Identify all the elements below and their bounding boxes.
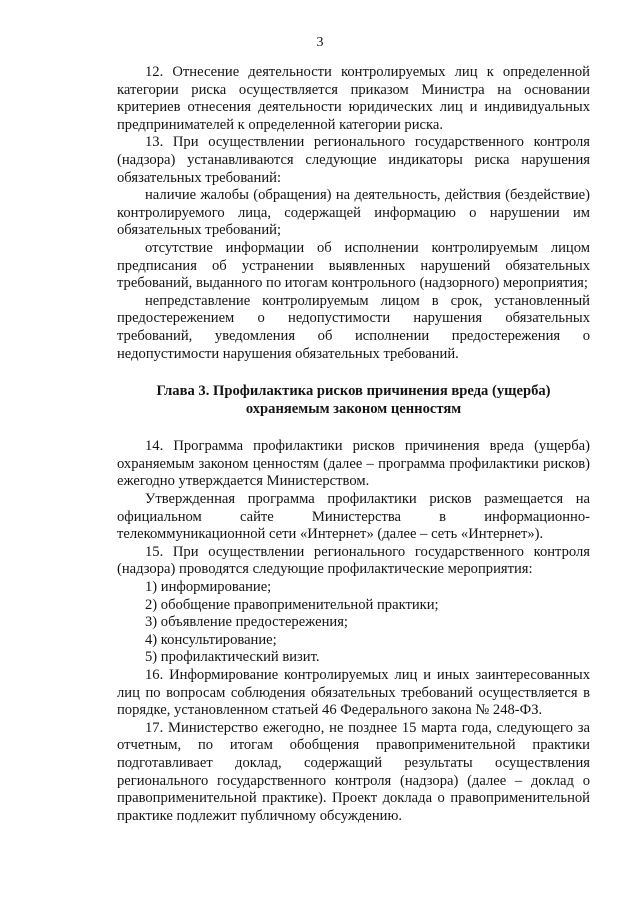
paragraph-program-publication: Утвержденная программа профилактики рисков размещается на официальном сайте Министерства в информационно-телекоммуникационной сети «Интернет» (далее – сеть «Интернет»).	[117, 491, 590, 543]
risk-indicator-order: отсутствие информации об исполнении контролируемым лицом предписания об устранении выявленных нарушений обязательных требований, выданного по итогам контрольного (надзорного) мероприятия;	[117, 239, 590, 292]
measure-1: 1) информирование;	[145, 579, 272, 596]
risk-indicator-complaint: наличие жалобы (обращения) на деятельность, действия (бездействие) контролируемого лица, содержащей информацию о нарушении им обязательных требований;	[117, 187, 590, 239]
paragraph-17: 17. Министерство ежегодно, не позднее 15 марта года, следующего за отчетным, по итогам обобщения правоприменительной практики подготавливает доклад, содержащий результаты осуществления регионального государственного контроля (надзора) (далее – доклад о правоприменительной практике). Проект доклада о правоприменительной практике подлежит публичному обсуждению.	[117, 719, 590, 824]
paragraph-12: 12. Отнесение деятельности контролируемых лиц к определенной категории риска осуществляется приказом Министра на основании критериев отнесения деятельности юридических лиц и индивидуальных предпринимателей к определенной категории риска.	[117, 64, 590, 133]
chapter-heading	[117, 383, 590, 418]
measure-4: 4) консультирование;	[145, 631, 277, 648]
measure-5: 5) профилактический визит.	[145, 649, 320, 666]
measure-3: 3) объявление предостережения;	[145, 614, 348, 631]
paragraph-15: 15. При осуществлении регионального государственного контроля (надзора) проводятся следующие профилактические мероприятия:	[117, 543, 590, 578]
paragraph-13: 13. При осуществлении регионального государственного контроля (надзора) устанавливаются следующие индикаторы риска нарушения обязательных требований:	[117, 134, 590, 186]
paragraph-16: 16. Информирование контролируемых лиц и иных заинтересованных лиц по вопросам соблюдения обязательных требований осуществляется в порядке, установленном статьей 46 Федерального закона № 248-ФЗ.	[117, 667, 590, 719]
paragraph-14: 14. Программа профилактики рисков причинения вреда (ущерба) охраняемым законом ценностям (далее – программа профилактики рисков) ежегодно утверждается Министерством.	[117, 438, 590, 490]
chapter-heading-line-1: Глава 3. Профилактика рисков причинения вреда (ущерба)	[156, 383, 551, 400]
measure-2: 2) обобщение правоприменительной практики;	[145, 596, 439, 613]
page-number: 3	[316, 35, 324, 50]
risk-indicator-warning: непредставление контролируемым лицом в срок, установленный предостережением о недопустимости нарушения обязательных требований, уведомления об исполнении предостережения о недопустимости нарушения обязательных требований.	[117, 292, 590, 362]
chapter-heading-line-2: охраняемым законом ценностям	[245, 400, 462, 417]
document-body	[117, 64, 590, 825]
